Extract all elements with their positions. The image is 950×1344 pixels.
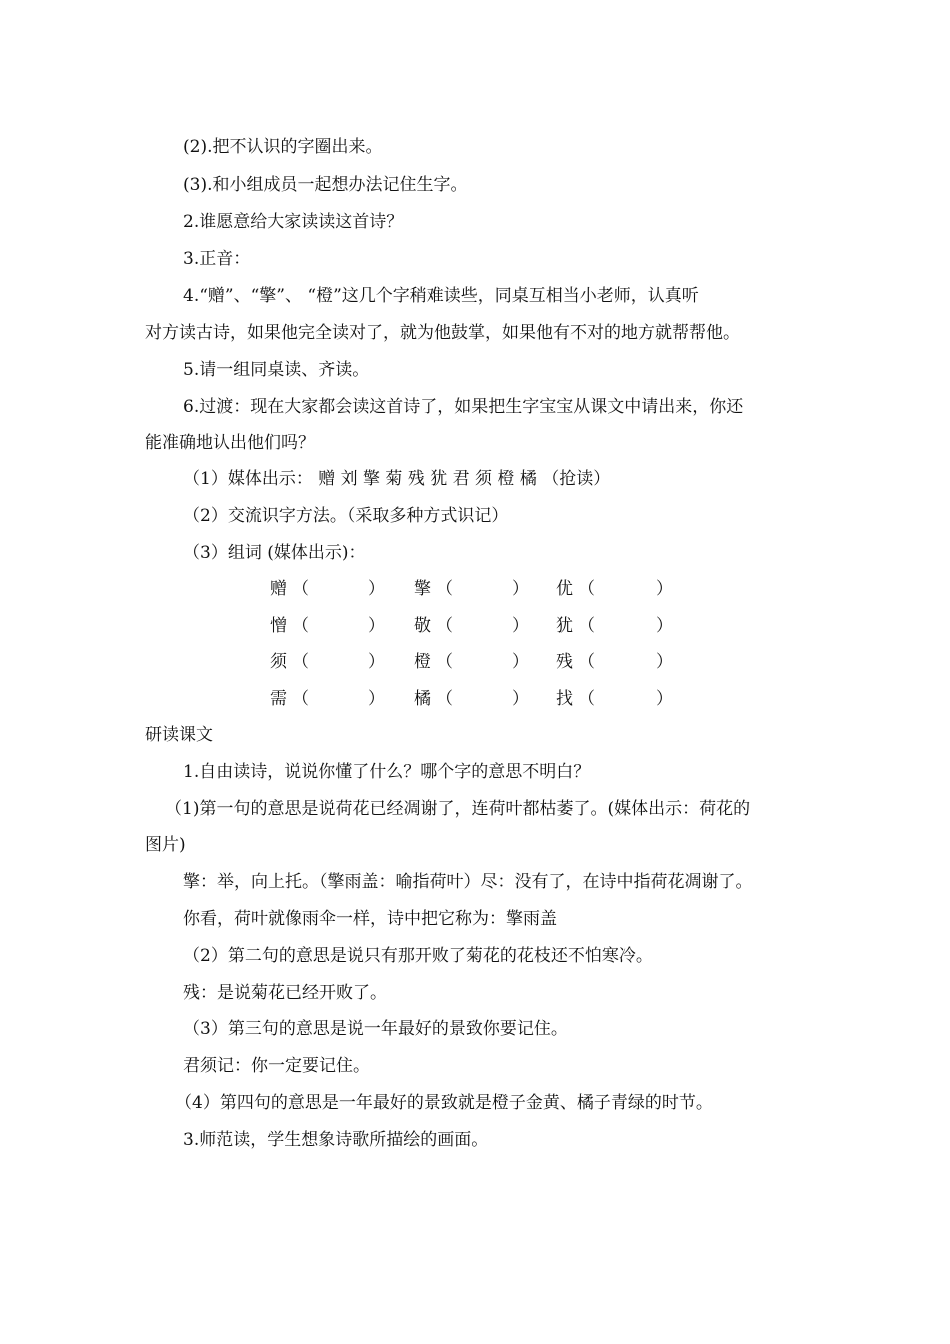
grid-char: 憎 (270, 616, 287, 636)
grid-char: 橘 (414, 689, 431, 709)
paren-open: （ (436, 616, 453, 636)
text-line: （3）第三句的意思是说一年最好的景致你要记住。 (183, 1019, 568, 1039)
text-line: （1)第一句的意思是说荷花已经凋谢了，连荷叶都枯萎了。(媒体出示：荷花的 (165, 799, 751, 819)
paren-close: ） (368, 579, 385, 599)
text-line: 3.正音： (183, 249, 251, 269)
paren-open: （ (292, 652, 309, 672)
paren-open: （ (436, 689, 453, 709)
grid-char: 须 (270, 652, 287, 672)
grid-char: 擎 (414, 579, 431, 599)
paren-open: （ (578, 689, 595, 709)
grid-char: 需 (270, 689, 287, 709)
paren-close: ） (656, 579, 673, 599)
text-line: 6.过渡：现在大家都会读这首诗了，如果把生字宝宝从课文中请出来，你还 (183, 397, 744, 417)
paren-open: （ (292, 689, 309, 709)
text-line: （2）第二句的意思是说只有那开败了菊花的花枝还不怕寒冷。 (183, 946, 653, 966)
text-line: （4）第四句的意思是一年最好的景致就是橙子金黄、橘子青绿的时节。 (175, 1093, 713, 1113)
grid-char: 残 (556, 652, 573, 672)
text-line: 4.“赠”、“擎”、 “橙”这几个字稍难读些，同桌互相当小老师，认真听 (183, 286, 699, 306)
paren-open: （ (578, 616, 595, 636)
paren-close: ） (512, 689, 529, 709)
paren-close: ） (656, 616, 673, 636)
grid-char: 敬 (414, 616, 431, 636)
text-line: 残：是说菊花已经开败了。 (183, 983, 387, 1003)
text-line: 你看，荷叶就像雨伞一样，诗中把它称为：擎雨盖 (183, 909, 557, 929)
text-line: （3）组词 (媒体出示)： (183, 543, 366, 563)
text-line: 图片) (145, 835, 186, 855)
text-line: 对方读古诗，如果他完全读对了，就为他鼓掌，如果他有不对的地方就帮帮他。 (145, 323, 740, 343)
text-line: (3).和小组成员一起想办法记住生字。 (183, 175, 468, 195)
grid-char: 赠 (270, 579, 287, 599)
paren-close: ） (512, 652, 529, 672)
grid-char: 找 (556, 689, 573, 709)
paren-open: （ (436, 652, 453, 672)
text-line: (2).把不认识的字圈出来。 (183, 137, 383, 157)
paren-close: ） (368, 689, 385, 709)
paren-open: （ (578, 579, 595, 599)
paren-open: （ (436, 579, 453, 599)
grid-char: 犹 (556, 616, 573, 636)
grid-char: 优 (556, 579, 573, 599)
paren-open: （ (292, 579, 309, 599)
text-line: （2）交流识字方法。（采取多种方式识记） (183, 506, 509, 526)
text-line: 能准确地认出他们吗？ (145, 433, 315, 453)
text-line: 2.谁愿意给大家读读这首诗？ (183, 212, 404, 232)
text-line: 5.请一组同桌读、齐读。 (183, 360, 370, 380)
text-line: 君须记：你一定要记住。 (183, 1056, 370, 1076)
section-heading: 研读课文 (145, 725, 213, 745)
paren-close: ） (368, 616, 385, 636)
paren-close: ） (512, 579, 529, 599)
paren-close: ） (656, 652, 673, 672)
text-line: （1）媒体出示： 赠 刘 擎 菊 残 犹 君 须 橙 橘 （抢读） (183, 469, 611, 489)
text-line: 1.自由读诗，说说你懂了什么？哪个字的意思不明白？ (183, 762, 591, 782)
grid-char: 橙 (414, 652, 431, 672)
paren-open: （ (292, 616, 309, 636)
paren-close: ） (656, 689, 673, 709)
paren-close: ） (368, 652, 385, 672)
paren-open: （ (578, 652, 595, 672)
text-line: 3.师范读，学生想象诗歌所描绘的画面。 (183, 1130, 489, 1150)
paren-close: ） (512, 616, 529, 636)
text-line: 擎：举，向上托。（擎雨盖：喻指荷叶）尽：没有了，在诗中指荷花凋谢了。 (183, 872, 753, 892)
